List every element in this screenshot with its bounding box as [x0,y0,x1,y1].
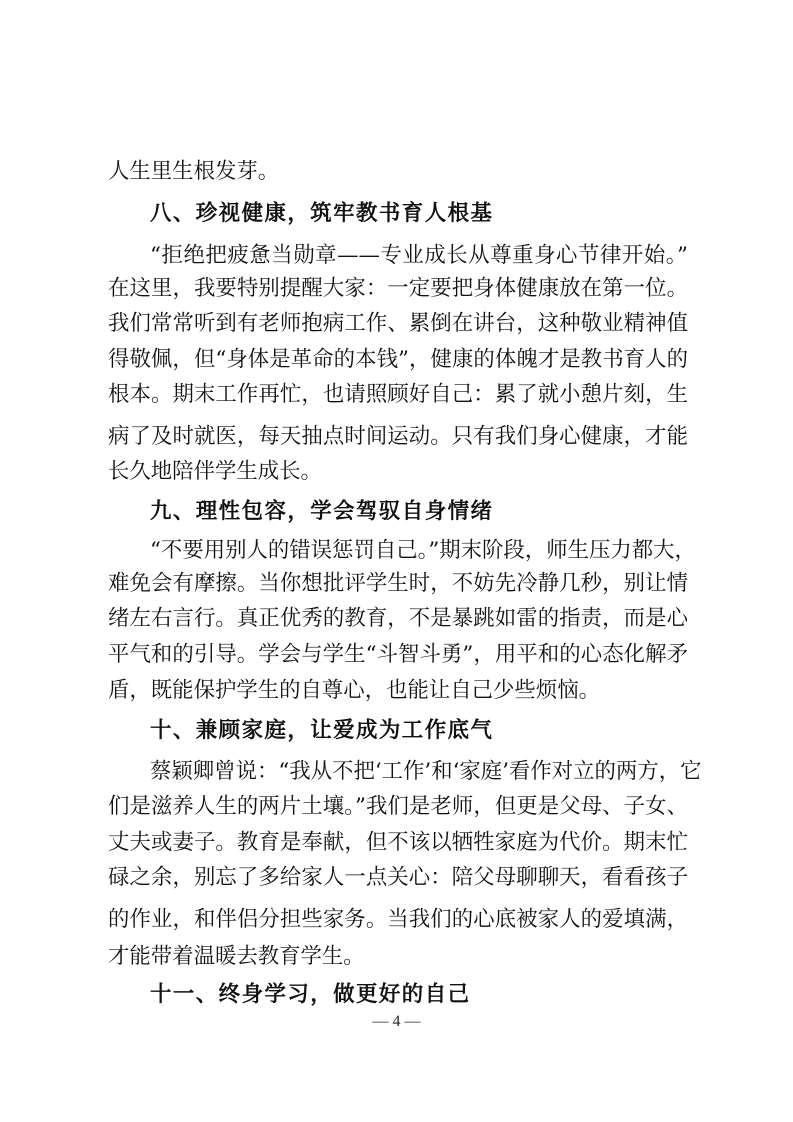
body-text-line: 的作业，和伴侣分担些家务。当我们的心底被家人的爱填满， [108,907,688,932]
section-heading-8: 八、珍视健康，筑牢教书育人根基 [150,201,494,226]
body-text-line: 人生里生根发芽。 [108,159,280,184]
body-text-line: 盾，既能保护学生的自尊心，也能让自己少些烦恼。 [108,678,600,703]
body-text-line: 我们常常听到有老师抱病工作、累倒在讲台，这种敬业精神值 [108,311,688,336]
body-text-line: 病了及时就医，每天抽点时间运动。只有我们身心健康，才能 [108,424,688,449]
section-heading-10: 十、兼顾家庭，让爱成为工作底气 [150,718,494,743]
body-text-line: 绪左右言行。真正优秀的教育，不是暴跳如雷的指责，而是心 [108,606,688,631]
section-heading-11: 十一、终身学习，做更好的自己 [150,982,471,1007]
body-text-line: “不要用别人的错误惩罚自己。”期末阶段，师生压力都大， [150,538,696,563]
body-text-line: 长久地陪伴学生成长。 [108,459,322,484]
body-text-line: 难免会有摩擦。当你想批评学生时，不妨先冷静几秒，别让情 [108,571,688,596]
body-text-line: 平气和的引导。学会与学生“斗智斗勇”，用平和的心态化解矛 [108,642,688,667]
page-number: — 4 — [372,1013,421,1030]
section-heading-9: 九、理性包容，学会驾驭自身情绪 [150,499,494,524]
body-text-line: 得敬佩，但“身体是革命的本钱”，健康的体魄才是教书育人的 [108,347,688,372]
body-text-line: 蔡颖卿曾说：“我从不把‘工作’和‘家庭’看作对立的两方，它 [150,759,702,784]
body-text-line: 们是滋养人生的两片土壤。”我们是老师，但更是父母、子女、 [108,794,688,819]
body-text-line: 碌之余，别忘了多给家人一点关心：陪父母聊聊天，看看孩子 [108,865,688,890]
body-text-line: “拒绝把疲惫当勋章——专业成长从尊重身心节律开始。” [150,243,688,268]
body-text-line: 在这里，我要特别提醒大家：一定要把身体健康放在第一位。 [108,276,688,301]
body-text-line: 丈夫或妻子。教育是奉献，但不该以牺牲家庭为代价。期末忙 [108,830,688,855]
body-text-line: 才能带着温暖去教育学生。 [108,944,365,969]
body-text-line: 根本。期末工作再忙，也请照顾好自己：累了就小憩片刻，生 [108,382,688,407]
